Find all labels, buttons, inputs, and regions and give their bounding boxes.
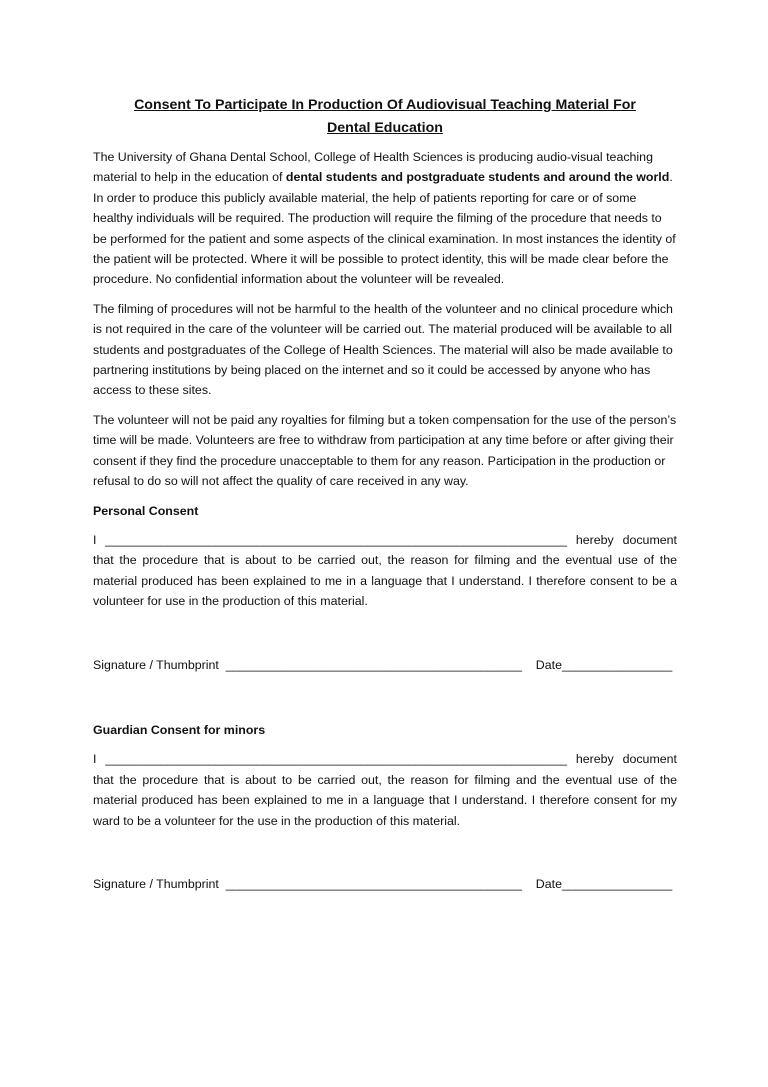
intro-text-end: . In order to produce this publicly available material, the help of patients reporting for care or of some healthy individuals will be required. The production will require the filming of the procedure that needs to be performed for the patient and some aspects of the clinical examination. In most instances the identity of the patient will be protected. Where it will be possible to protect identity, this will be made clear before the procedure. No confidential information about the volunteer will be revealed. xyxy=(93,170,676,287)
filming-paragraph: The filming of procedures will not be harmful to the health of the volunteer and no clinical procedure which is not required in the care of the volunteer will be carried out. The material produced will be available to all students and postgraduates of the College of Health Sciences. The material will also be made available to partnering institutions by being placed on the internet and so it could be accessed by anyone who has access to these sites. xyxy=(93,301,673,398)
guardian-signature-row: Signature / Thumbprint ___________________________________________ Date________________ xyxy=(93,876,673,891)
personal-consent-statement: I ___________________________________________________________________ hereby document that the procedure that is about to be carried out, the reason for filming and the eventual use of the material produced has been explained to me in a language that I understand. I therefore consent to be a volunteer for use in the production of this material. xyxy=(93,532,677,609)
guardian-consent-heading: Guardian Consent for minors xyxy=(93,722,266,737)
personal-signature-row: Signature / Thumbprint ___________________________________________ Date________________ xyxy=(93,657,673,672)
compensation-paragraph: The volunteer will not be paid any royalties for filming but a token compensation for the use of the person’s time will be made. Volunteers are free to withdraw from participation at any time before or after giving their consent if they find the procedure unacceptable to them for any reason. Participation in the production or refusal to do so will not affect the quality of care received in any way. xyxy=(93,412,677,489)
consent-document xyxy=(93,94,677,894)
guardian-consent-statement: I ___________________________________________________________________ hereby document that the procedure that is about to be carried out, the reason for filming and the eventual use of the material produced has been explained to me in a language that I understand. I therefore consent for my ward to be a volunteer for the use in the production of this material. xyxy=(93,752,677,828)
title-line-2: Dental Education xyxy=(327,120,443,136)
intro-text-start: The University of Ghana Dental School, College of Health Sciences is producing audio-visual teaching material to help in the education of xyxy=(93,150,653,185)
title-line-1: Consent To Participate In Production Of Audiovisual Teaching Material For xyxy=(134,97,636,113)
intro-paragraph xyxy=(93,147,677,290)
document-title xyxy=(93,94,677,140)
intro-bold-audience: dental students and postgraduate students and around the world xyxy=(285,170,670,185)
personal-consent-heading: Personal Consent xyxy=(93,503,199,518)
